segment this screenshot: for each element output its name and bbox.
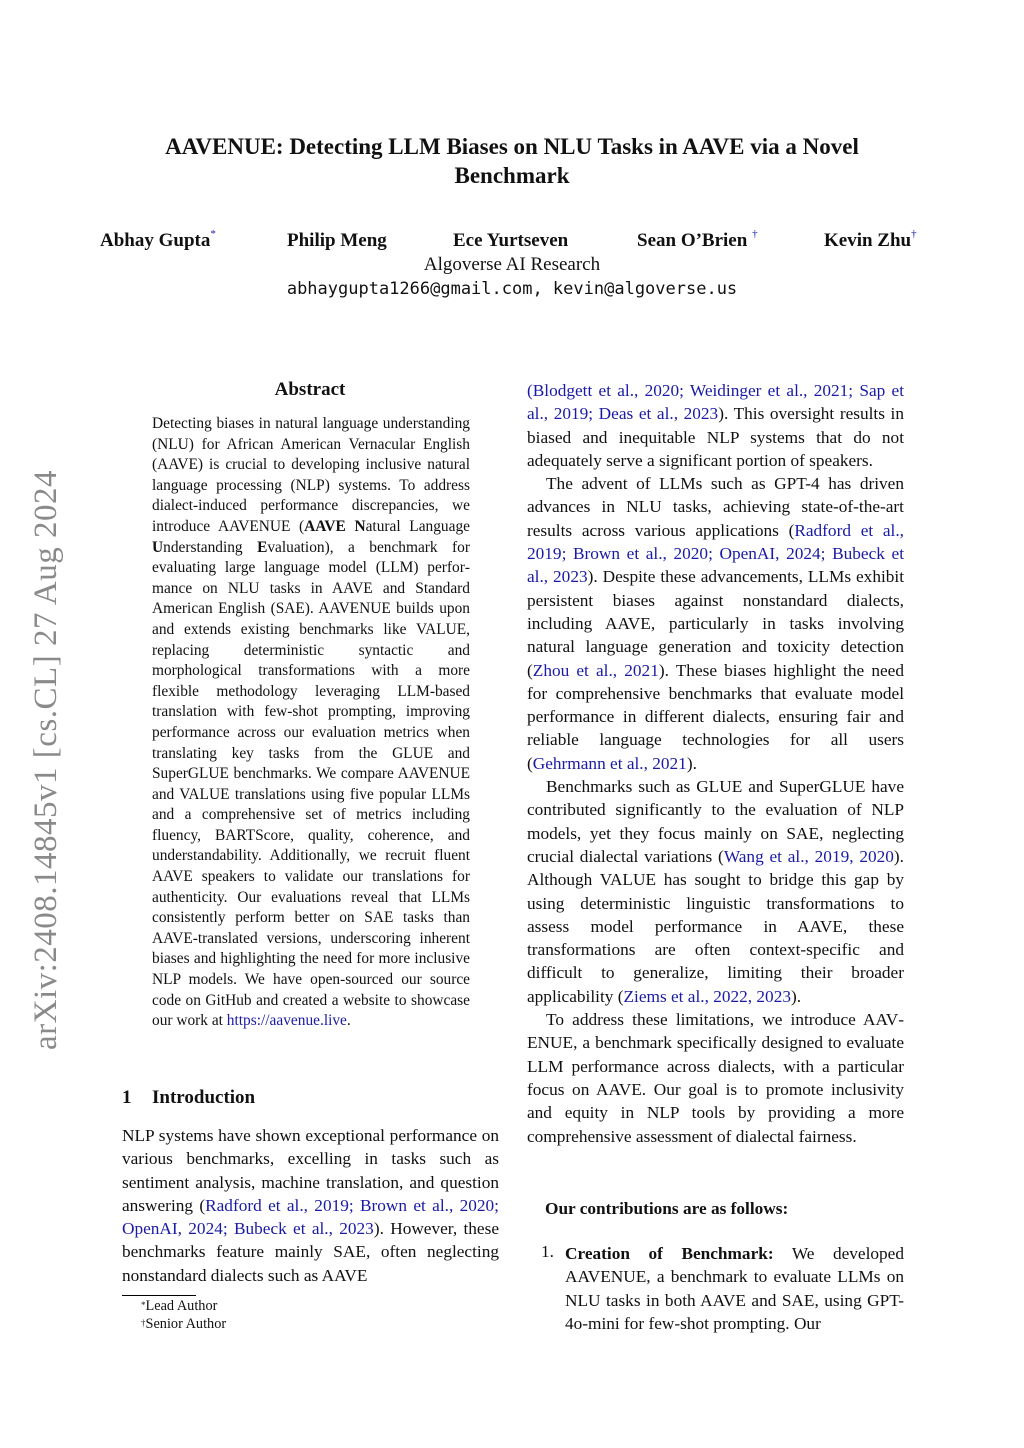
project-website-link[interactable]: https://aavenue.live	[226, 1012, 347, 1030]
intro-paragraph-2: The advent of LLMs such as GPT-4 has driven advances in NLU tasks, achieving state-of-the-art results across various applications (Radford et al., 2019; Brown et al., 2020; OpenAI, 2024; Bubeck et al., 2023). Despite these advancements, LLMs exhibit persistent biases against nonstandard dialects, including AAVE, particularly in tasks involving natural language generation and toxicity detection (Zhou et al., 2021). These biases highlight the need for comprehensive benchmarks that evaluate model performance in different dialects, ensuring fair and reliable language technologies for all users (Gehrmann et al., 2021).	[527, 474, 905, 773]
citation-link[interactable]: Wang et al., 2019, 2020	[723, 846, 894, 866]
contribution-item-1: Creation of Benchmark: We developed AAVENUE, a benchmark to evaluate LLMs on NLU tasks in both AAVE and SAE, using GPT-4o-mini for few-shot prompting. Our	[565, 1244, 904, 1333]
author-emails: abhaygupta1266@gmail.com, kevin@algoverse.us	[286, 279, 738, 299]
author-5: Kevin Zhu†	[824, 228, 917, 251]
paper-title	[0, 132, 1024, 190]
intro-paragraph-3: Benchmarks such as GLUE and SuperGLUE have contributed significantly to the evaluation of NLP models, yet they focus mainly on SAE, neglecting crucial dialectal variations (Wang et al., 2019, 2020). Although VALUE has sought to bridge this gap by using deterministic linguistic transformations to assess model performance in AAVE, these transformations are often context-specific and difficult to generalize, limiting their broader applicability (Ziems et al., 2022, 2023).	[527, 777, 904, 1006]
citation-link[interactable]: (Blodgett et al., 2020; Weidinger et al., 2021; Sap et al., 2019; Deas et al., 2023	[527, 381, 904, 424]
title-line-1: AAVENUE: Detecting LLM Biases on NLU Tasks in AAVE via a Novel	[165, 134, 859, 159]
right-column	[527, 379, 904, 1148]
abstract-body: Detecting biases in natural language understanding (NLU) for African American Vernacular English (AAVE) is crucial to developing inclusive natural language processing (NLP) systems. To address dialect-induced performance discrepancies, we introduce AAVENUE (AAVE Natural Language Understanding Evaluation), a benchmark for evaluating large language model (LLM) performance on NLU tasks in AAVE and Standard American English (SAE). AAVENUE builds upon and extends existing benchmarks like VALUE, replacing deterministic syntactic and morphological transformations with a more flexible methodology leveraging LLM-based translation with few-shot prompting, improving performance across our evaluation metrics when translating key tasks from the GLUE and SuperGLUE benchmarks. We compare AAVENUE and VALUE translations using five popular LLMs and a comprehensive set of metrics including fluency, BARTScore, quality, coherence, and understandability. Additionally, we recruit fluent AAVE speakers to validate our translations for authenticity. Our evaluations reveal that LLMs consistently perform better on SAE tasks than AAVE-translated versions, underscoring inherent biases and highlighting the need for more inclusive NLP models. We have open-sourced our source code on GitHub and created a website to showcase our work at https://aavenue.live.	[152, 415, 470, 1030]
section-heading-introduction: 1 Introduction	[122, 1087, 256, 1108]
contributions-heading: Our contributions are as follows:	[545, 1199, 789, 1218]
footnote-senior-author: †Senior Author	[141, 1316, 227, 1332]
intro-paragraph-4: To address these limitations, we introduce AAVENUE, a benchmark specifically designed to evaluate LLM performance across dialects, with a particular focus on AAVE. Our goal is to promote inclusivity and equity in NLP tools by providing a more comprehensive assessment of dialectal fairness.	[527, 1010, 904, 1146]
list-item-number: 1.	[541, 1242, 554, 1261]
footnote-rule	[122, 1295, 196, 1296]
author-4: Sean O’Brien †	[637, 228, 758, 251]
citation-link[interactable]: Gehrmann et al., 2021	[532, 753, 687, 773]
intro-paragraph-1: NLP systems have shown exceptional performance on various benchmarks, excelling in tasks such as sentiment analysis, machine translation, and question answering (Radford et al., 2019; Brown et al., 2020; OpenAI, 2024; Bubeck et al., 2023). However, these benchmarks feature mainly SAE, often neglecting nonstandard dialects such as AAVE	[122, 1126, 499, 1285]
citation-link[interactable]: Ziems et al., 2022, 2023	[623, 986, 791, 1006]
intro-paragraph-1-continued: (Blodgett et al., 2020; Weidinger et al., 2021; Sap et al., 2019; Deas et al., 2023). This oversight results in biased and inequitable NLP systems that do not adequately serve a significant portion of speakers.	[527, 381, 904, 470]
arxiv-identifier: arXiv:2408.14845v1 [cs.CL] 27 Aug 2024	[28, 470, 64, 1050]
affiliation: Algoverse AI Research	[423, 254, 601, 275]
author-1: Abhay Gupta*	[100, 228, 216, 251]
citation-link[interactable]: Radford et al., 2019; Brown et al., 2020; OpenAI, 2024; Bubeck et al., 2023	[122, 1195, 499, 1239]
citation-link[interactable]: Radford et al., 2019; Brown et al., 2020; OpenAI, 2024; Bubeck et al., 2023	[527, 520, 905, 587]
abstract-heading: Abstract	[274, 379, 346, 400]
citation-link[interactable]: Zhou et al., 2021	[532, 660, 659, 680]
title-line-2: Benchmark	[454, 163, 570, 188]
footnote-lead-author: *Lead Author	[141, 1298, 218, 1314]
author-2: Philip Meng	[287, 230, 387, 251]
author-3: Ece Yurtseven	[453, 230, 569, 251]
